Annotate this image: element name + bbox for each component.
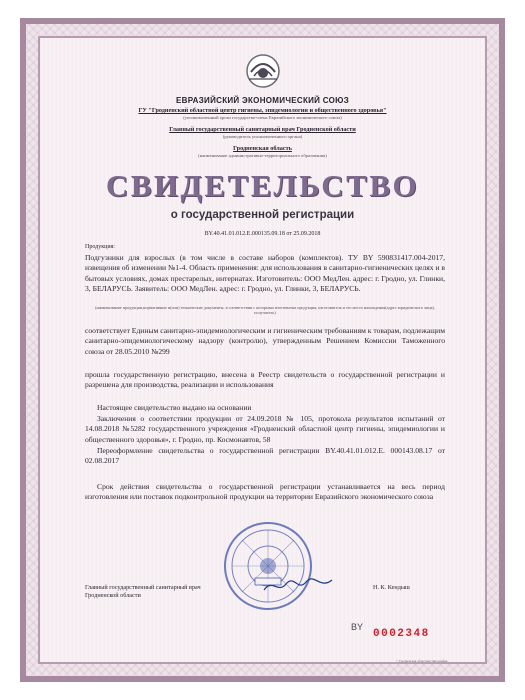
issuing-organization: ГУ "Гродненский областной центр гигиены, эпидемиологии и общественного здоровья" [138, 107, 387, 114]
serial-prefix: BY [351, 622, 364, 632]
region-name: Гродненская область [233, 145, 292, 152]
basis-text: Настоящее свидетельство выдано на основании [97, 403, 252, 412]
signatory-position-line1: Главный государственный санитарный врач [85, 584, 201, 591]
conclusions-text: Заключения о соответствии продукции от 24.09.2018 № 105, протокола результатов испытаний от 14.08.2018 №5282 государственного учреждения «Гродненский областной центр гигиены, эпидемиологии и общественного здоровья», г. Гродно, пр. Космонавтов, 58 [85, 414, 445, 444]
reissue-text: Переоформление свидетельства о государственной регистрации BY.40.41.01.012.E. 000143.08.17 от 02.08.2017 [85, 446, 445, 466]
organization-note: (уполномоченный орган государства-члена Евразийского экономического союза) [183, 115, 342, 120]
product-description: Подгузники для взрослых (в том числе в составе наборов (комплектов). ТУ BY 590831417.004-2017, извещения об изменении №1-4. Область применения: для использования в санитарно-гигиенических целях и в бытовых условиях, домах престарелых, интернатах. Изготовитель: ООО МедЛен. адрес: г. Гродно, ул. Глинки, 3, БЕЛАРУСЬ. Заявитель: ООО МедЛен. адрес: г. Гродно, ул. Глинки, 3, БЕЛАРУСЬ. [85, 253, 445, 293]
document-subtitle: о государственной регистрации [170, 209, 355, 221]
serial-number: 0002348 [373, 628, 430, 640]
region-note: (наименование административно-территориального образования) [198, 153, 327, 158]
official-seal-icon [222, 520, 314, 612]
signature-icon [262, 576, 334, 596]
product-label: Продукция: [85, 244, 115, 250]
registration-text: прошла государственную регистрацию, внесена в Реестр свидетельств о государственной регистрации и разрешена для производства, реализации и использования [85, 370, 445, 390]
document-title: СВИДЕТЕЛЬСТВО [105, 168, 420, 203]
printer-note: © Гродненская областная типография [396, 659, 448, 663]
signatory-name: Н. К. Кендыш [373, 584, 410, 591]
official-note: (руководитель уполномоченного органа) [222, 134, 303, 139]
union-title: ЕВРАЗИЙСКИЙ ЭКОНОМИЧЕСКИЙ СОЮЗ [175, 96, 350, 105]
product-note: (наименование продукции,нормативные и(или) технические документы, в соответствии с которыми изготовлена продукция, изготовитель и его место нахождения(адрес юридического лица), получатель) [95, 305, 435, 316]
signatory-position-line2: Гродненской области [85, 592, 141, 599]
signatory-position [85, 584, 201, 600]
validity-text: Срок действия свидетельства о государственной регистрации устанавливается на весь период изготовления или поставок подконтрольной продукции на территории Евразийского экономического союза [85, 482, 445, 502]
eaeu-emblem-icon [244, 52, 282, 90]
compliance-text: соответствует Единым санитарно-эпидемиологическим и гигиеническим требованиям к товарам, подлежащим санитарно-эпидемиологическому надзору (контролю), утвержденным Решением Комиссии Таможенного союза от 28.05.2010 №299 [85, 326, 445, 356]
registration-number: BY.40.41.01.012.E.000135.09.18 от 25.09.2018 [204, 231, 321, 237]
official-title: Главный государственный санитарный врач Гродненской области [169, 126, 356, 133]
